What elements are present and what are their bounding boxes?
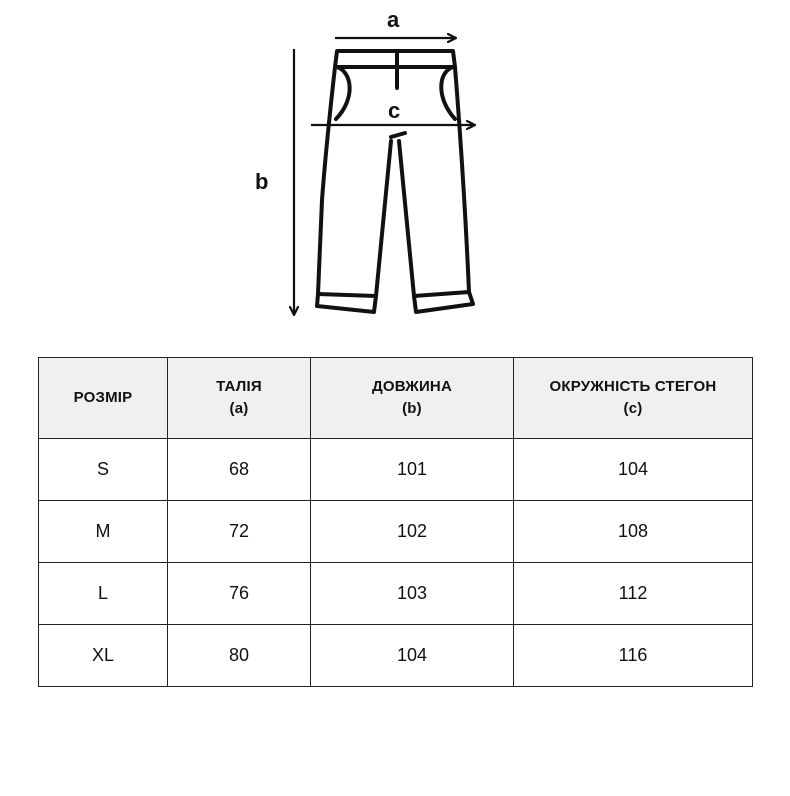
header-waist-title: ТАЛІЯ (216, 378, 262, 395)
table-row (39, 501, 753, 563)
header-size (39, 358, 168, 439)
dimension-label-b: b (255, 169, 269, 194)
cell-size: S (39, 439, 168, 501)
size-chart-table (38, 357, 753, 687)
header-hips-sub: (c) (623, 400, 643, 417)
header-size-title: РОЗМІР (73, 389, 133, 406)
cell-waist: 68 (168, 439, 311, 501)
cell-length: 101 (311, 439, 514, 501)
cell-waist: 76 (168, 563, 311, 625)
header-waist (168, 358, 311, 439)
dimension-label-a: a (387, 7, 400, 32)
cell-waist: 80 (168, 625, 311, 687)
pants-outline (317, 51, 473, 312)
cell-length: 104 (311, 625, 514, 687)
cell-waist: 72 (168, 501, 311, 563)
cell-hips: 116 (514, 625, 753, 687)
cell-size: L (39, 563, 168, 625)
cell-size: XL (39, 625, 168, 687)
header-hips-title: ОКРУЖНІСТЬ СТЕГОН (549, 378, 717, 395)
pants-diagram (0, 0, 790, 330)
table-row (39, 625, 753, 687)
header-length-title: ДОВЖИНА (371, 378, 453, 395)
table-header-row (39, 358, 753, 439)
header-length-sub: (b) (402, 400, 422, 417)
cell-size: M (39, 501, 168, 563)
header-length (311, 358, 514, 439)
dimension-label-c: c (388, 98, 401, 123)
table-row (39, 439, 753, 501)
cell-hips: 108 (514, 501, 753, 563)
cell-hips: 104 (514, 439, 753, 501)
cell-hips: 112 (514, 563, 753, 625)
table-row (39, 563, 753, 625)
cell-length: 103 (311, 563, 514, 625)
header-waist-sub: (a) (229, 400, 249, 417)
header-hips (514, 358, 753, 439)
cell-length: 102 (311, 501, 514, 563)
